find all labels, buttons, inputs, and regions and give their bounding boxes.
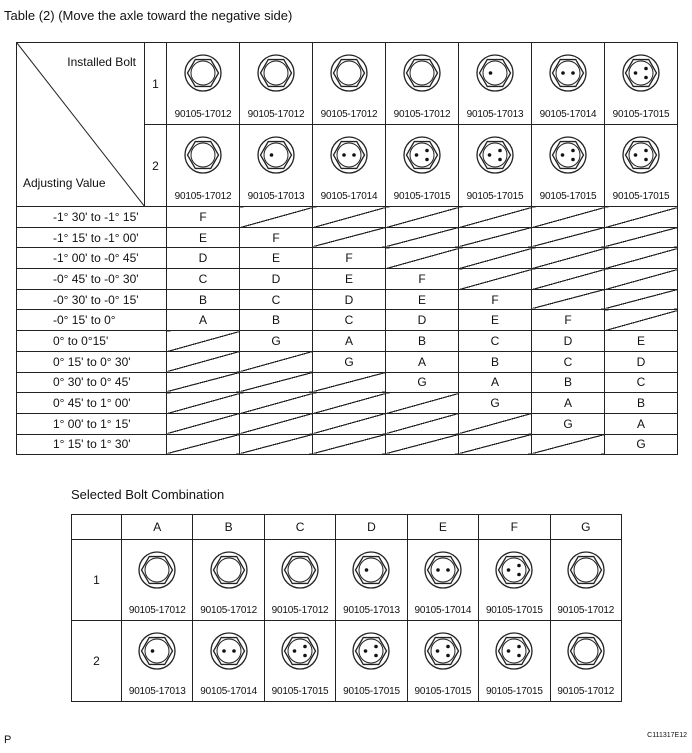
bolt-head-icon <box>329 53 369 93</box>
bolt-head-icon <box>329 135 369 175</box>
bolt-dot-mark <box>364 649 368 653</box>
adjusting-range: -0° 15' to 0° <box>17 310 167 331</box>
bolt-head-icon <box>494 550 534 590</box>
combination-letter: G <box>386 372 459 393</box>
not-applicable-cell <box>240 372 313 393</box>
bolt-selection-table <box>16 42 678 455</box>
adjusting-value-row <box>17 351 678 372</box>
bolt-head-icon <box>475 53 515 93</box>
not-applicable-cell <box>313 434 386 455</box>
bolt-cell <box>407 540 478 621</box>
bolt-dot-mark <box>518 573 522 577</box>
bolt-dot-mark <box>342 153 346 157</box>
bolt-head-icon <box>475 135 515 175</box>
combination-letter: E <box>167 227 240 248</box>
not-applicable-cell <box>605 248 678 269</box>
combination-letter: E <box>240 248 313 269</box>
bolt-head-icon <box>548 53 588 93</box>
bolt-dot-mark <box>303 654 307 658</box>
bolt-dot-mark <box>232 649 236 653</box>
adjusting-value-row <box>17 248 678 269</box>
bolt-part-number: 90105-17012 <box>393 109 451 120</box>
combination-letter: D <box>605 351 678 372</box>
bolt-dot-mark <box>488 153 492 157</box>
combination-letter: D <box>167 248 240 269</box>
not-applicable-cell <box>240 393 313 414</box>
combination-column-header: F <box>479 515 550 540</box>
combination-column-header: G <box>550 515 621 540</box>
combination-letter: E <box>313 269 386 290</box>
bolt-head-icon <box>494 631 534 671</box>
bolt-cell <box>240 125 313 207</box>
not-applicable-cell <box>605 227 678 248</box>
bolt-part-number: 90105-17015 <box>271 686 329 697</box>
combination-bolt-row <box>72 540 622 621</box>
bolt-dot-mark <box>571 71 575 75</box>
not-applicable-cell <box>386 248 459 269</box>
combination-column-header: E <box>407 515 478 540</box>
bolt-head-icon <box>137 631 177 671</box>
bolt-cell <box>193 621 264 702</box>
bolt-dot-mark <box>571 158 575 162</box>
bolt-dot-mark <box>644 67 648 71</box>
combination-letter: B <box>240 310 313 331</box>
bolt-dot-mark <box>222 649 226 653</box>
not-applicable-cell <box>386 207 459 228</box>
adjusting-range: 0° 15' to 0° 30' <box>17 351 167 372</box>
bolt-dot-mark <box>375 654 379 658</box>
bolt-cell <box>459 43 532 125</box>
row-number: 1 <box>145 43 167 125</box>
combination-letter: D <box>313 289 386 310</box>
bolt-dot-mark <box>436 568 440 572</box>
bolt-head-icon <box>548 135 588 175</box>
combination-letter: D <box>386 310 459 331</box>
not-applicable-cell <box>313 372 386 393</box>
bolt-part-number: 90105-17014 <box>200 686 257 697</box>
adjusting-range: 1° 00' to 1° 15' <box>17 413 167 434</box>
combination-letter: F <box>240 227 313 248</box>
bolt-dot-mark <box>561 153 565 157</box>
bolt-dot-mark <box>498 158 502 162</box>
row-number: 2 <box>145 125 167 207</box>
bolt-cell <box>386 125 459 207</box>
adjusting-range: 0° 30' to 0° 45' <box>17 372 167 393</box>
bolt-part-number: 90105-17012 <box>557 686 615 697</box>
bolt-dot-mark <box>634 71 638 75</box>
adjusting-range: 1° 15' to 1° 30' <box>17 434 167 455</box>
not-applicable-cell <box>240 434 313 455</box>
adjusting-value-row <box>17 289 678 310</box>
bolt-dot-mark <box>518 564 522 568</box>
bolt-part-number: 90105-17012 <box>200 605 257 616</box>
bolt-head-icon <box>183 53 223 93</box>
bolt-part-number: 90105-17015 <box>612 109 670 120</box>
bolt-head-icon <box>566 550 606 590</box>
not-applicable-cell <box>313 413 386 434</box>
combination-letter: E <box>459 310 532 331</box>
combination-letter: A <box>167 310 240 331</box>
bolt-dot-mark <box>425 158 429 162</box>
combination-letter: G <box>532 413 605 434</box>
bolt-part-number: 90105-17015 <box>612 191 670 202</box>
bolt-cell <box>122 621 193 702</box>
bolt-part-number: 90105-17015 <box>539 191 597 202</box>
combination-column-header: B <box>193 515 264 540</box>
adjusting-range: 0° 45' to 1° 00' <box>17 393 167 414</box>
installed-bolt-row <box>17 43 678 125</box>
combination-letter: C <box>605 372 678 393</box>
combination-letter: G <box>605 434 678 455</box>
not-applicable-cell <box>167 372 240 393</box>
combination-letter: C <box>532 351 605 372</box>
not-applicable-cell <box>532 227 605 248</box>
not-applicable-cell <box>167 393 240 414</box>
bolt-dot-mark <box>507 568 511 572</box>
not-applicable-cell <box>167 434 240 455</box>
bolt-dot-mark <box>293 649 297 653</box>
not-applicable-cell <box>386 434 459 455</box>
adjusting-value-row <box>17 372 678 393</box>
bolt-dot-mark <box>446 568 450 572</box>
bolt-part-number: 90105-17015 <box>414 686 472 697</box>
bolt-cell <box>264 540 335 621</box>
page-title: Table (2) (Move the axle toward the negative side) <box>4 8 293 23</box>
not-applicable-cell <box>167 413 240 434</box>
bolt-head-icon <box>183 135 223 175</box>
not-applicable-cell <box>386 227 459 248</box>
bolt-dot-mark <box>446 645 450 649</box>
combination-letter: C <box>313 310 386 331</box>
combination-letter: E <box>386 289 459 310</box>
not-applicable-cell <box>459 207 532 228</box>
combination-letter: D <box>240 269 313 290</box>
not-applicable-cell <box>167 351 240 372</box>
bolt-cell <box>122 540 193 621</box>
not-applicable-cell <box>459 227 532 248</box>
bolt-dot-mark <box>518 645 522 649</box>
installed-bolt-label: Installed Bolt <box>67 55 136 69</box>
adjusting-range: -1° 15' to -1° 00' <box>17 227 167 248</box>
not-applicable-cell <box>459 248 532 269</box>
not-applicable-cell <box>240 351 313 372</box>
combination-bolt-row <box>72 621 622 702</box>
not-applicable-cell <box>167 331 240 352</box>
bolt-part-number: 90105-17015 <box>343 686 400 697</box>
bolt-part-number: 90105-17014 <box>320 191 378 202</box>
combination-letter: B <box>167 289 240 310</box>
bolt-part-number: 90105-17013 <box>343 605 400 616</box>
bolt-dot-mark <box>489 71 493 75</box>
bolt-part-number: 90105-17015 <box>466 191 524 202</box>
combination-letter: B <box>386 331 459 352</box>
adjusting-range: -1° 00' to -0° 45' <box>17 248 167 269</box>
bolt-part-number: 90105-17015 <box>485 686 543 697</box>
combination-letter: C <box>459 331 532 352</box>
combination-column-header: D <box>336 515 407 540</box>
combination-letter: A <box>386 351 459 372</box>
bolt-dot-mark <box>561 71 565 75</box>
bolt-part-number: 90105-17012 <box>271 605 329 616</box>
adjusting-value-row <box>17 310 678 331</box>
bolt-head-icon <box>402 135 442 175</box>
bolt-cell <box>605 43 678 125</box>
bolt-cell <box>313 43 386 125</box>
bolt-head-icon <box>621 53 661 93</box>
not-applicable-cell <box>532 269 605 290</box>
combination-letter: E <box>605 331 678 352</box>
bolt-cell <box>167 43 240 125</box>
not-applicable-cell <box>459 269 532 290</box>
bolt-part-number: 90105-17012 <box>247 109 305 120</box>
combination-letter: A <box>532 393 605 414</box>
diagonal-header-cell <box>17 43 145 207</box>
bolt-part-number: 90105-17015 <box>393 191 451 202</box>
not-applicable-cell <box>240 207 313 228</box>
not-applicable-cell <box>532 434 605 455</box>
bolt-head-icon <box>256 53 296 93</box>
combination-header-row <box>72 515 622 540</box>
bolt-part-number: 90105-17012 <box>174 191 232 202</box>
bolt-cell <box>479 621 550 702</box>
adjusting-range: -1° 30' to -1° 15' <box>17 207 167 228</box>
bolt-cell <box>167 125 240 207</box>
adjusting-value-row <box>17 227 678 248</box>
bolt-cell <box>240 43 313 125</box>
combination-letter: A <box>459 372 532 393</box>
adjusting-range: -0° 45' to -0° 30' <box>17 269 167 290</box>
bolt-head-icon <box>280 631 320 671</box>
combination-letter: F <box>167 207 240 228</box>
bolt-part-number: 90105-17013 <box>247 191 305 202</box>
adjusting-value-row <box>17 434 678 455</box>
bolt-head-icon <box>423 550 463 590</box>
bolt-dot-mark <box>446 654 450 658</box>
not-applicable-cell <box>240 413 313 434</box>
bolt-part-number: 90105-17012 <box>320 109 378 120</box>
adjusting-value-row <box>17 393 678 414</box>
bolt-cell <box>605 125 678 207</box>
not-applicable-cell <box>313 393 386 414</box>
adjusting-value-row <box>17 413 678 434</box>
bolt-dot-mark <box>518 654 522 658</box>
not-applicable-cell <box>386 413 459 434</box>
bolt-cell <box>336 621 407 702</box>
adjusting-value-row <box>17 331 678 352</box>
not-applicable-cell <box>459 413 532 434</box>
adjusting-range: 0° to 0°15' <box>17 331 167 352</box>
bolt-dot-mark <box>498 149 502 153</box>
combination-letter: B <box>459 351 532 372</box>
row-number: 2 <box>72 621 122 702</box>
adjusting-value-row <box>17 269 678 290</box>
bolt-cell <box>193 540 264 621</box>
figure-code: C111317E12 <box>647 732 687 739</box>
combination-letter: D <box>532 331 605 352</box>
bolt-cell <box>407 621 478 702</box>
page-marker: P <box>4 734 12 746</box>
bolt-part-number: 90105-17012 <box>557 605 615 616</box>
bolt-cell <box>313 125 386 207</box>
bolt-head-icon <box>209 550 249 590</box>
bolt-dot-mark <box>507 649 511 653</box>
bolt-part-number: 90105-17014 <box>414 605 472 616</box>
bolt-head-icon <box>621 135 661 175</box>
bolt-part-number: 90105-17013 <box>128 686 186 697</box>
bolt-dot-mark <box>644 149 648 153</box>
bolt-cell <box>386 43 459 125</box>
not-applicable-cell <box>605 207 678 228</box>
bolt-head-icon <box>351 550 391 590</box>
bolt-cell <box>550 621 621 702</box>
bolt-cell <box>479 540 550 621</box>
bolt-cell <box>532 43 605 125</box>
not-applicable-cell <box>313 207 386 228</box>
adjusting-value-label: Adjusting Value <box>23 176 106 190</box>
combination-letter: G <box>313 351 386 372</box>
bolt-dot-mark <box>634 153 638 157</box>
combination-letter: A <box>605 413 678 434</box>
bolt-head-icon <box>351 631 391 671</box>
bolt-head-icon <box>256 135 296 175</box>
combination-letter: B <box>532 372 605 393</box>
bolt-head-icon <box>137 550 177 590</box>
combination-letter: F <box>532 310 605 331</box>
bolt-cell <box>336 540 407 621</box>
not-applicable-cell <box>532 207 605 228</box>
not-applicable-cell <box>313 227 386 248</box>
bolt-head-icon <box>423 631 463 671</box>
not-applicable-cell <box>386 393 459 414</box>
combination-column-header: A <box>122 515 193 540</box>
bolt-dot-mark <box>365 568 369 572</box>
bolt-dot-mark <box>644 76 648 80</box>
bolt-part-number: 90105-17012 <box>174 109 232 120</box>
bolt-cell <box>550 540 621 621</box>
bolt-part-number: 90105-17014 <box>539 109 597 120</box>
bolt-head-icon <box>280 550 320 590</box>
bolt-dot-mark <box>151 649 155 653</box>
adjusting-range: -0° 30' to -0° 15' <box>17 289 167 310</box>
bolt-head-icon <box>566 631 606 671</box>
selected-bolt-combination-table <box>71 514 622 702</box>
bolt-dot-mark <box>571 149 575 153</box>
combination-letter: C <box>167 269 240 290</box>
combination-letter: C <box>240 289 313 310</box>
row-number: 1 <box>72 540 122 621</box>
not-applicable-cell <box>532 248 605 269</box>
bolt-part-number: 90105-17015 <box>485 605 543 616</box>
selected-bolt-combination-title: Selected Bolt Combination <box>71 487 225 502</box>
bolt-dot-mark <box>352 153 356 157</box>
combination-column-header: C <box>264 515 335 540</box>
bolt-cell <box>264 621 335 702</box>
bolt-dot-mark <box>375 645 379 649</box>
bolt-dot-mark <box>436 649 440 653</box>
combination-letter: B <box>605 393 678 414</box>
combination-letter: A <box>313 331 386 352</box>
corner-cell <box>72 515 122 540</box>
bolt-head-icon <box>402 53 442 93</box>
bolt-head-icon <box>209 631 249 671</box>
not-applicable-cell <box>605 269 678 290</box>
bolt-dot-mark <box>303 645 307 649</box>
bolt-dot-mark <box>270 153 274 157</box>
combination-letter: F <box>459 289 532 310</box>
not-applicable-cell <box>605 289 678 310</box>
combination-letter: F <box>386 269 459 290</box>
bolt-dot-mark <box>425 149 429 153</box>
bolt-cell <box>532 125 605 207</box>
combination-letter: G <box>240 331 313 352</box>
bolt-cell <box>459 125 532 207</box>
adjusting-value-row <box>17 207 678 228</box>
not-applicable-cell <box>605 310 678 331</box>
bolt-dot-mark <box>415 153 419 157</box>
not-applicable-cell <box>459 434 532 455</box>
combination-letter: G <box>459 393 532 414</box>
bolt-dot-mark <box>644 158 648 162</box>
combination-letter: F <box>313 248 386 269</box>
bolt-part-number: 90105-17012 <box>128 605 186 616</box>
bolt-part-number: 90105-17013 <box>466 109 524 120</box>
not-applicable-cell <box>532 289 605 310</box>
